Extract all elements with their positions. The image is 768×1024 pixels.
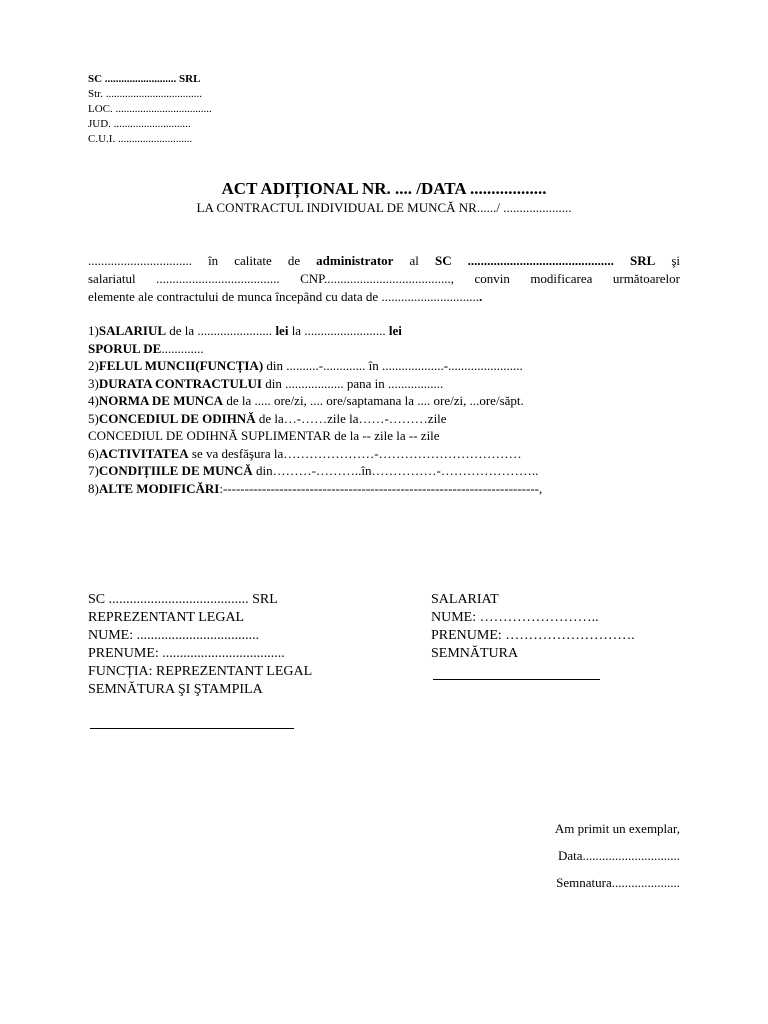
- employer-signature-line: [90, 728, 294, 729]
- item-number: 7): [88, 463, 99, 478]
- item-text: se va desfăşura la…………………-……………………………: [188, 445, 522, 461]
- intro-text: ................................ în calitate de: [88, 253, 317, 268]
- item-text: de la ..... ore/zi, .... ore/saptamana la .... ore/zi, ...ore/săpt.: [223, 393, 524, 408]
- item-number: 3): [88, 375, 99, 391]
- item-number: 8): [88, 480, 99, 496]
- intro-line-2: [88, 270, 680, 288]
- item-other-changes: [88, 480, 542, 498]
- employee-name: NUME: ……………………..: [431, 610, 599, 625]
- intro-line-3: [88, 288, 680, 306]
- employer-company: SC ........................................ SRL: [88, 592, 278, 607]
- employee-signature-label: SEMNĂTURA: [431, 646, 519, 661]
- item-text: din………-………..în……………-…………………..: [252, 463, 539, 478]
- item-text: :-------------------------------------------------------------------------,: [219, 480, 543, 496]
- intro-text: al: [393, 253, 435, 268]
- intro-text: salariatul ...................................... CNP.......................................: [88, 271, 451, 286]
- item-heading: DURATA CONTRACTULUI: [98, 375, 262, 391]
- item-job-type: [88, 357, 542, 375]
- item-text: de la .......................: [166, 323, 276, 338]
- intro-text: şi: [655, 253, 680, 268]
- intro-bold: administrator: [316, 253, 394, 268]
- item-number: 6): [88, 445, 99, 461]
- employee-signature-line: [433, 679, 600, 680]
- item-text: din .................. pana in .................: [261, 375, 444, 391]
- item-number: 1): [88, 323, 99, 338]
- county-line: JUD. ............................: [88, 118, 191, 130]
- item-heading: lei: [275, 323, 289, 338]
- document-title: ACT ADIȚIONAL NR. .... /DATA ..................: [221, 179, 547, 198]
- receipt-date: Data..............................: [557, 848, 680, 863]
- item-salary: [88, 322, 542, 340]
- item-heading: ACTIVITATEA: [98, 445, 189, 461]
- item-bonus: [88, 340, 542, 358]
- intro-bold: SC: [434, 253, 452, 268]
- item-text: din ..........-............. în ...................-.......................: [263, 358, 523, 373]
- item-number: 4): [88, 393, 99, 408]
- item-work-norm: [88, 392, 542, 410]
- item-leave: [88, 410, 542, 428]
- intro-paragraph: [88, 252, 680, 306]
- item-heading: NORMA DE MUNCA: [98, 393, 224, 408]
- intro-text: elemente ale contractului de munca începând cu data de ..............................: [88, 289, 479, 304]
- item-heading: CONCEDIUL DE ODIHNĂ: [98, 410, 256, 426]
- item-text: .............: [161, 340, 204, 356]
- company-header: [88, 72, 212, 147]
- street-line: Str. ...................................: [88, 88, 202, 100]
- locality-line: LOC. ...................................: [88, 103, 212, 115]
- employer-first-name: PRENUME: ...................................: [88, 646, 285, 661]
- receipt-confirmation: Am primit un exemplar,: [554, 821, 680, 836]
- receipt-signature: Semnatura.....................: [556, 875, 680, 890]
- intro-bold: .............................................: [451, 253, 630, 268]
- cui-line: C.U.I. ...........................: [88, 133, 193, 145]
- employee-signature-block: [431, 591, 635, 663]
- document-subtitle: LA CONTRACTUL INDIVIDUAL DE MUNCĂ NR....../ .....................: [196, 200, 572, 215]
- intro-text: , convin modificarea următoarelor: [450, 271, 681, 286]
- employer-representative: REPREZENTANT LEGAL: [88, 610, 245, 625]
- item-text: de la…-……zile la……-………zile: [255, 410, 447, 426]
- item-activity: [88, 445, 542, 463]
- intro-line-1: [88, 252, 680, 270]
- item-heading: lei: [388, 323, 402, 338]
- employee-first-name: PRENUME: ……………………….: [431, 628, 635, 643]
- employer-name: NUME: ...................................: [88, 628, 260, 643]
- intro-bold: SRL: [629, 253, 656, 268]
- item-heading: SALARIUL: [98, 323, 167, 338]
- item-heading: SPORUL DE: [88, 340, 162, 356]
- item-heading: ALTE MODIFICĂRI: [98, 480, 220, 496]
- item-text: la .........................: [288, 323, 389, 338]
- employer-signature-label: SEMNĂTURA ŞI ŞTAMPILA: [88, 682, 263, 697]
- item-heading: FELUL MUNCII(FUNCȚIA): [98, 358, 264, 373]
- employer-function: FUNCȚIA: REPREZENTANT LEGAL: [88, 664, 313, 679]
- item-extra-leave: CONCEDIUL DE ODIHNĂ SUPLIMENTAR de la -- zile la -- zile: [88, 428, 440, 443]
- item-heading: CONDIȚIILE DE MUNCĂ: [98, 463, 253, 478]
- modification-items: [88, 322, 542, 497]
- employer-signature-block: [88, 591, 312, 699]
- item-contract-duration: [88, 375, 542, 393]
- item-number: 2): [88, 358, 99, 373]
- item-work-conditions: [88, 462, 542, 480]
- item-number: 5): [88, 410, 99, 426]
- employee-label: SALARIAT: [431, 592, 499, 607]
- company-name-line: SC .......................... SRL: [88, 73, 201, 85]
- intro-bold: .: [478, 289, 483, 304]
